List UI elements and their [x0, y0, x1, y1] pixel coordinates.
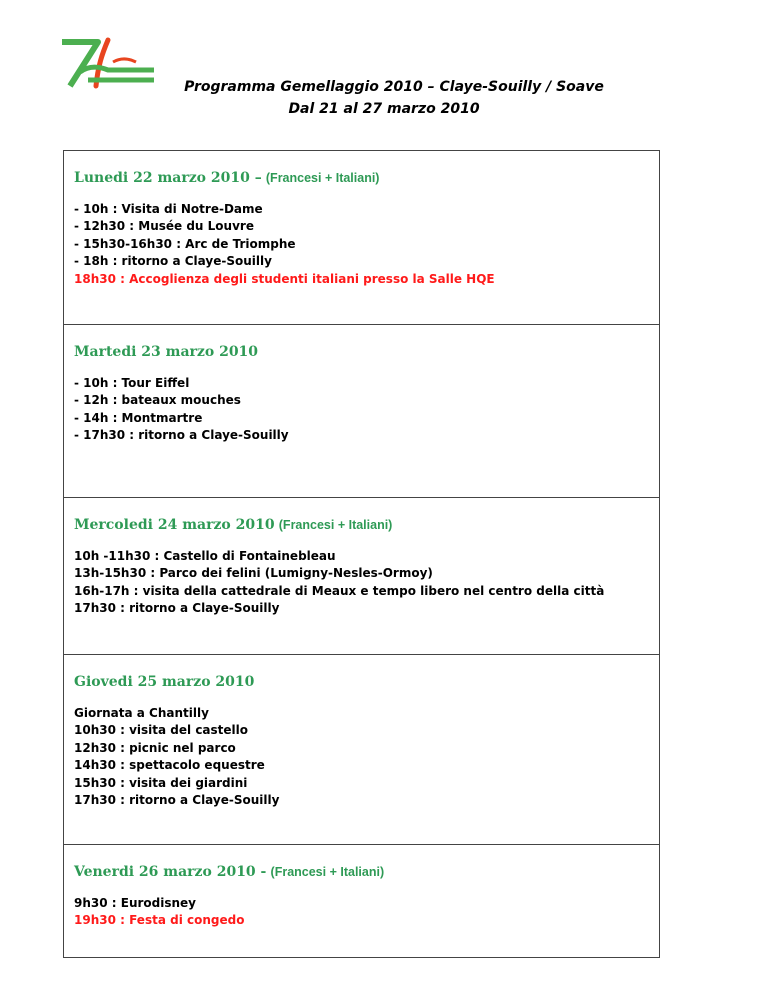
activity-list: [74, 201, 649, 288]
day-note: (Francesi + Italiani): [270, 865, 385, 879]
activity-item: - 10h : Visita di Notre-Dame: [74, 202, 263, 216]
activity-item: 15h30 : visita dei giardini: [74, 775, 248, 790]
day-section-tuesday: [64, 343, 659, 498]
activity-item: 16h-17h : visita della cattedrale di Meaux e tempo libero nel centro della città: [74, 583, 605, 598]
day-section-monday: [64, 169, 659, 325]
activity-item-highlight: 18h30 : Accoglienza degli studenti italiani presso la Salle HQE: [74, 271, 495, 286]
activity-item: - 12h : bateaux mouches: [74, 393, 241, 408]
day-date: Venerdi 26 marzo 2010 -: [74, 864, 267, 880]
activity-item-highlight: 19h30 : Festa di congedo: [74, 913, 245, 928]
day-date: Giovedi 25 marzo 2010: [74, 674, 255, 690]
activity-item: - 15h30-16h30 : Arc de Triomphe: [74, 236, 296, 251]
day-section-thursday: [64, 673, 659, 845]
activity-item: 17h30 : ritorno a Claye-Souilly: [74, 601, 280, 616]
page-subtitle: Dal 21 al 27 marzo 2010: [288, 101, 480, 117]
activity-list: [74, 705, 649, 809]
day-heading: [74, 343, 649, 360]
activity-item: Giornata a Chantilly: [74, 706, 209, 720]
day-note: (Francesi + Italiani): [265, 171, 380, 185]
activity-item: 12h30 : picnic nel parco: [74, 740, 236, 755]
day-heading: [74, 863, 649, 880]
activity-list: [74, 895, 649, 930]
day-note: (Francesi + Italiani): [278, 518, 393, 532]
day-date: Lunedi 22 marzo 2010 –: [74, 170, 262, 186]
activity-item: - 17h30 : ritorno a Claye-Souilly: [74, 428, 289, 443]
activity-item: 14h30 : spettacolo equestre: [74, 758, 265, 773]
program-table: [63, 150, 660, 958]
activity-item: - 14h : Montmartre: [74, 410, 203, 425]
activity-item: - 10h : Tour Eiffel: [74, 376, 190, 390]
day-section-friday: [64, 863, 659, 957]
activity-item: - 18h : ritorno a Claye-Souilly: [74, 254, 272, 269]
activity-item: - 12h30 : Musée du Louvre: [74, 219, 254, 234]
day-date: Martedi 23 marzo 2010: [74, 344, 259, 360]
day-section-wednesday: [64, 516, 659, 655]
activity-list: [74, 375, 649, 445]
day-heading: [74, 516, 649, 533]
activity-item: 13h-15h30 : Parco dei felini (Lumigny-Nesles-Ormoy): [74, 566, 433, 581]
activity-list: [74, 548, 649, 618]
activity-item: 9h30 : Eurodisney: [74, 896, 196, 910]
day-date: Mercoledi 24 marzo 2010: [74, 517, 275, 533]
activity-item: 10h -11h30 : Castello di Fontainebleau: [74, 549, 336, 563]
day-heading: [74, 673, 649, 690]
page-title: Programma Gemellaggio 2010 – Claye-Souilly / Soave: [184, 79, 604, 95]
activity-item: 10h30 : visita del castello: [74, 723, 249, 738]
day-heading: [74, 169, 649, 186]
activity-item: 17h30 : ritorno a Claye-Souilly: [74, 793, 280, 808]
